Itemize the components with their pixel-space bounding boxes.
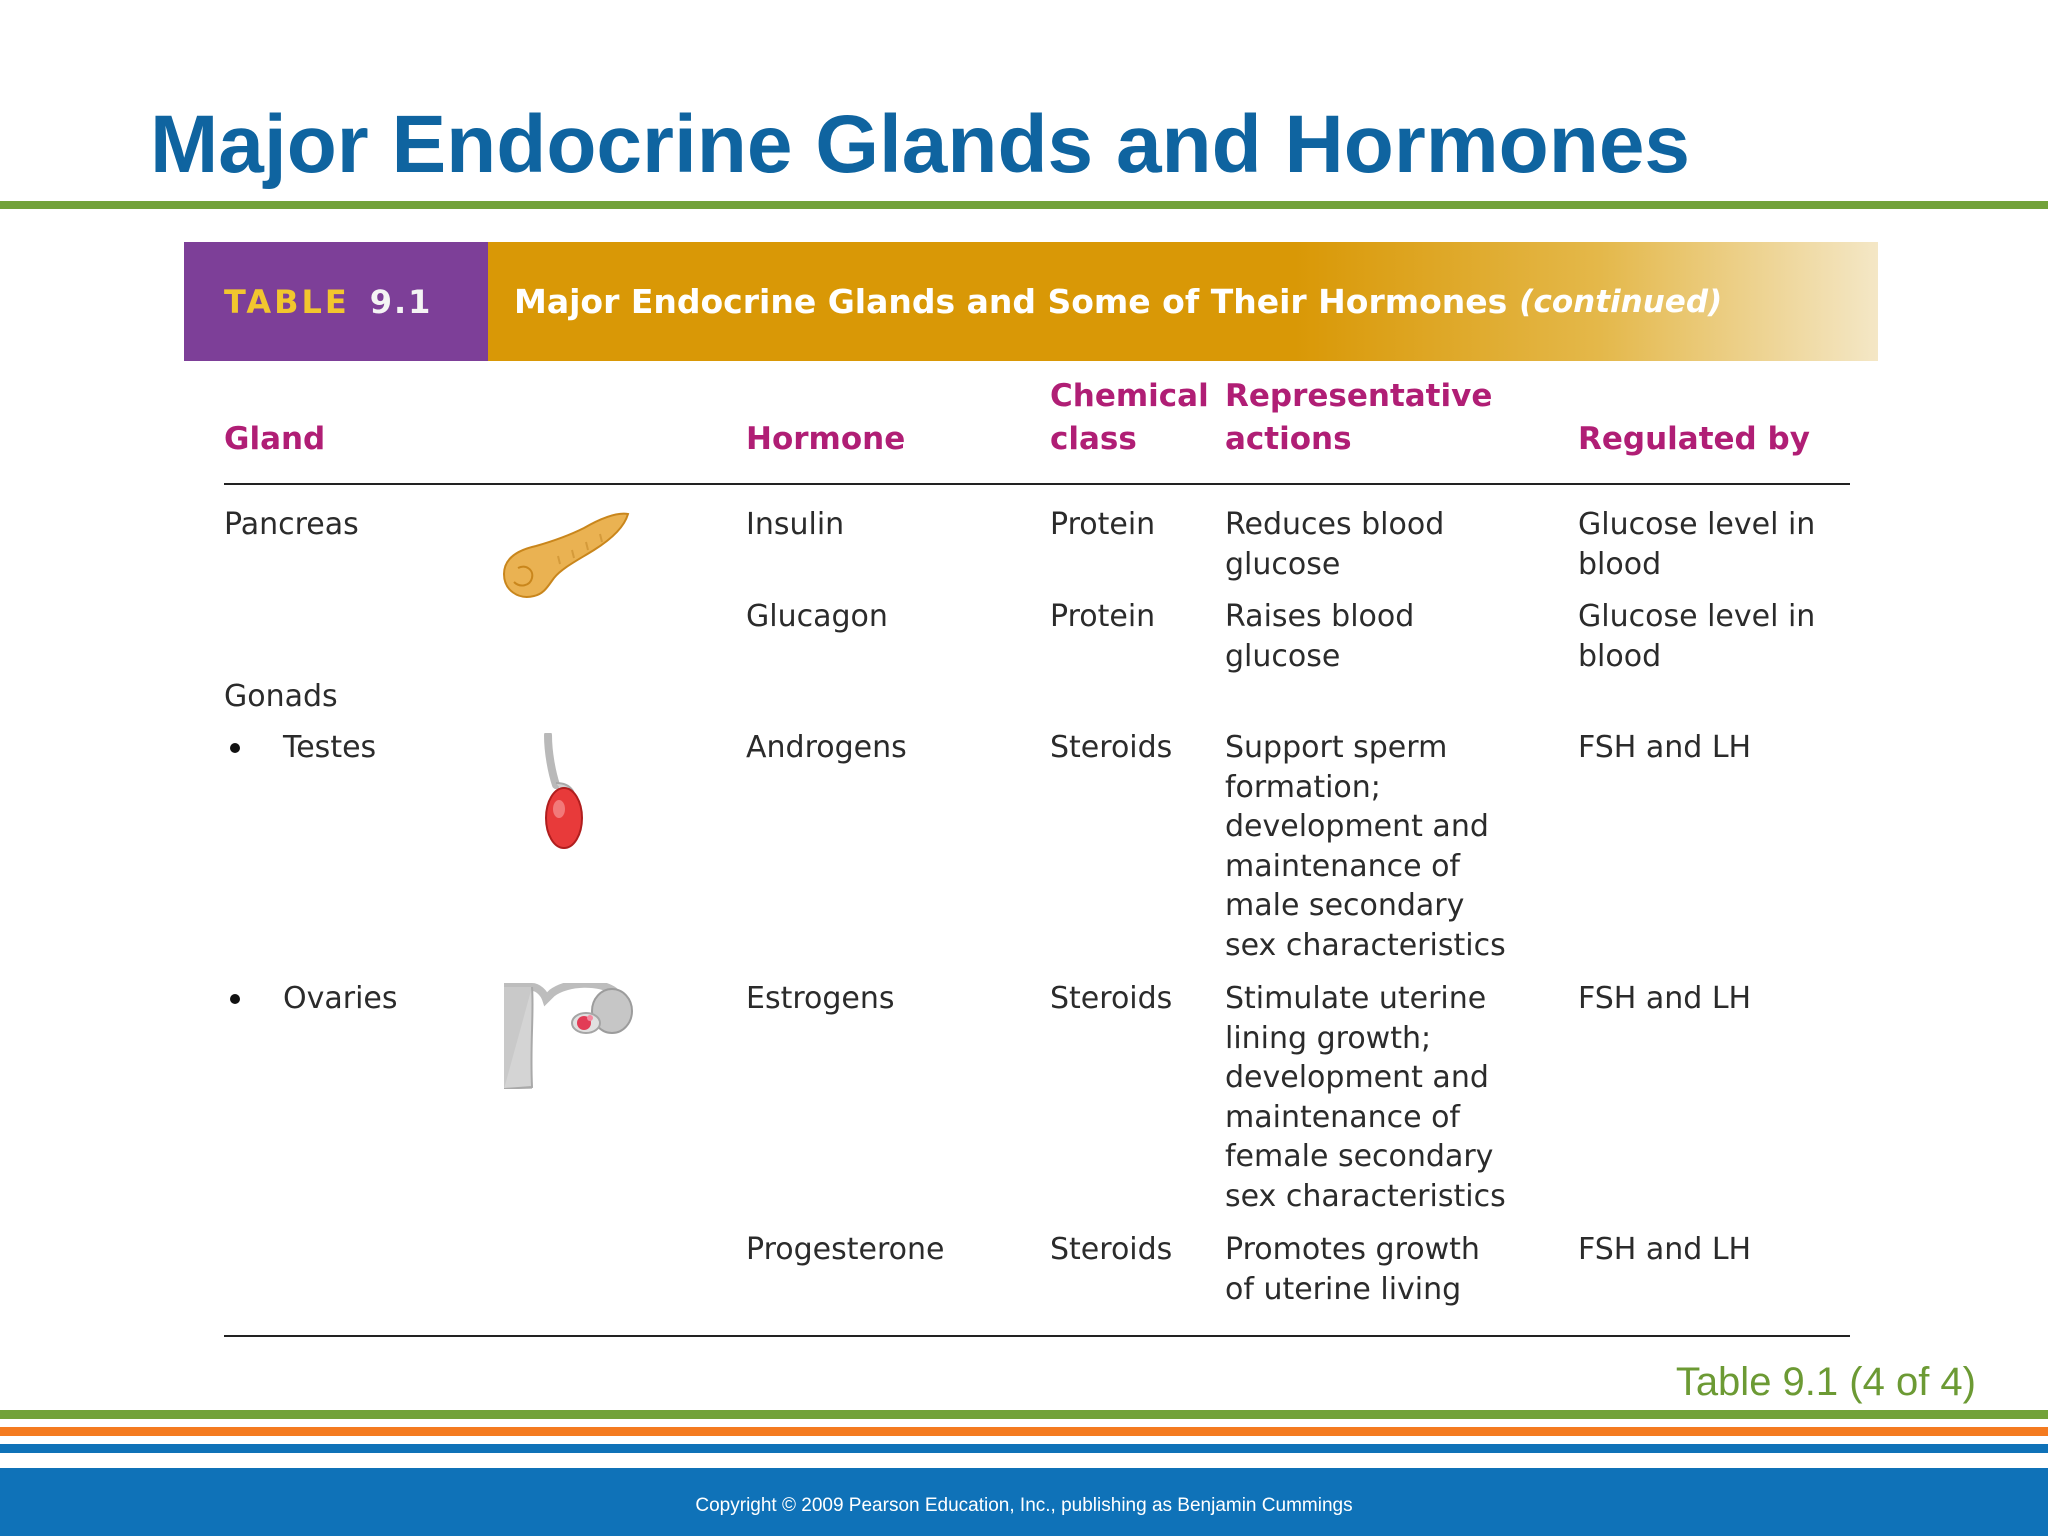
actions-line: sex characteristics [1225, 927, 1506, 963]
actions-line: formation; [1225, 769, 1381, 805]
table-title: Major Endocrine Glands and Some of Their Hormones [514, 282, 1508, 321]
gland-pancreas: Pancreas [224, 507, 359, 542]
actions-line: male secondary [1225, 888, 1465, 923]
actions-line: development and [1225, 1060, 1489, 1095]
actions-line: glucose [1225, 638, 1341, 674]
actions-line: Support sperm [1225, 730, 1448, 765]
actions-line: development and [1225, 809, 1489, 844]
regulated-line: blood [1578, 546, 1662, 582]
actions-cell [1225, 979, 1506, 1216]
column-header-gland: Gland [224, 421, 326, 457]
actions-line: Raises blood [1225, 599, 1415, 634]
chemical-class-cell: Steroids [1050, 1232, 1173, 1267]
regulated-line: Glucose level in [1578, 507, 1816, 542]
table-label-number: 9.1 [369, 282, 433, 321]
footer-stripe-blue [0, 1444, 2048, 1453]
actions-line: female secondary [1225, 1139, 1494, 1174]
regulated-by-cell [1578, 505, 1815, 584]
hormone-cell: Glucagon [746, 599, 888, 634]
actions-line: of uterine living [1225, 1271, 1462, 1307]
hormone-cell: Insulin [746, 507, 845, 542]
gland-testes: Testes [283, 730, 377, 765]
table-bottom-rule [224, 1335, 1850, 1337]
footer-bar [0, 1468, 2048, 1536]
regulated-by-cell: FSH and LH [1578, 730, 1752, 765]
column-header-actions-line: Representative [1225, 378, 1493, 414]
actions-line: sex characteristics [1225, 1178, 1506, 1214]
actions-line: Reduces blood [1225, 507, 1445, 542]
column-header-actions-line: actions [1225, 421, 1352, 457]
column-header-chemical-class [1050, 375, 1209, 461]
table-header-rule [224, 483, 1850, 485]
actions-cell [1225, 1230, 1480, 1309]
table-banner [184, 242, 1878, 361]
column-header-chemical-class-line: class [1050, 421, 1137, 457]
regulated-line: Glucose level in [1578, 599, 1816, 634]
actions-line: maintenance of [1225, 1099, 1460, 1135]
column-header-chemical-class-line: Chemical [1050, 378, 1209, 414]
chemical-class-cell: Protein [1050, 507, 1156, 542]
table-title-suffix: (continued) [1519, 283, 1723, 320]
bullet-icon [230, 994, 240, 1004]
ovary-illustration [504, 983, 634, 1089]
actions-line: lining growth; [1225, 1020, 1432, 1056]
column-header-actions [1225, 375, 1492, 461]
actions-cell [1225, 728, 1506, 965]
footer-stripe-green [0, 1410, 2048, 1419]
regulated-by-cell: FSH and LH [1578, 1232, 1752, 1267]
gland-ovaries: Ovaries [283, 981, 398, 1016]
pancreas-illustration [498, 508, 632, 604]
table-caption: Table 9.1 (4 of 4) [1675, 1360, 1976, 1404]
regulated-by-cell [1578, 597, 1815, 676]
table-label-word: TABLE [224, 282, 350, 321]
bullet-icon [230, 743, 240, 753]
chemical-class-cell: Steroids [1050, 730, 1173, 765]
actions-cell [1225, 597, 1414, 676]
hormone-cell: Progesterone [746, 1232, 945, 1267]
chemical-class-cell: Steroids [1050, 981, 1173, 1016]
actions-cell [1225, 505, 1444, 584]
hormone-cell: Androgens [746, 730, 907, 765]
regulated-line: blood [1578, 638, 1662, 674]
chemical-class-cell: Protein [1050, 599, 1156, 634]
footer-stripe-orange [0, 1427, 2048, 1436]
slide-title: Major Endocrine Glands and Hormones [150, 99, 1691, 190]
actions-line: maintenance of [1225, 848, 1460, 884]
regulated-by-cell: FSH and LH [1578, 981, 1752, 1016]
column-header-regulated-by: Regulated by [1578, 421, 1810, 457]
table-title-bar [488, 242, 1878, 361]
title-divider [0, 201, 2048, 209]
column-header-hormone: Hormone [746, 421, 906, 457]
copyright-text: Copyright © 2009 Pearson Education, Inc., publishing as Benjamin Cummings [695, 1495, 1353, 1516]
actions-line: glucose [1225, 546, 1341, 582]
testis-illustration [526, 733, 596, 853]
hormone-cell: Estrogens [746, 981, 895, 1016]
actions-line: Stimulate uterine [1225, 981, 1487, 1016]
gland-gonads: Gonads [224, 679, 338, 714]
actions-line: Promotes growth [1225, 1232, 1480, 1267]
table-label-box [184, 242, 488, 361]
